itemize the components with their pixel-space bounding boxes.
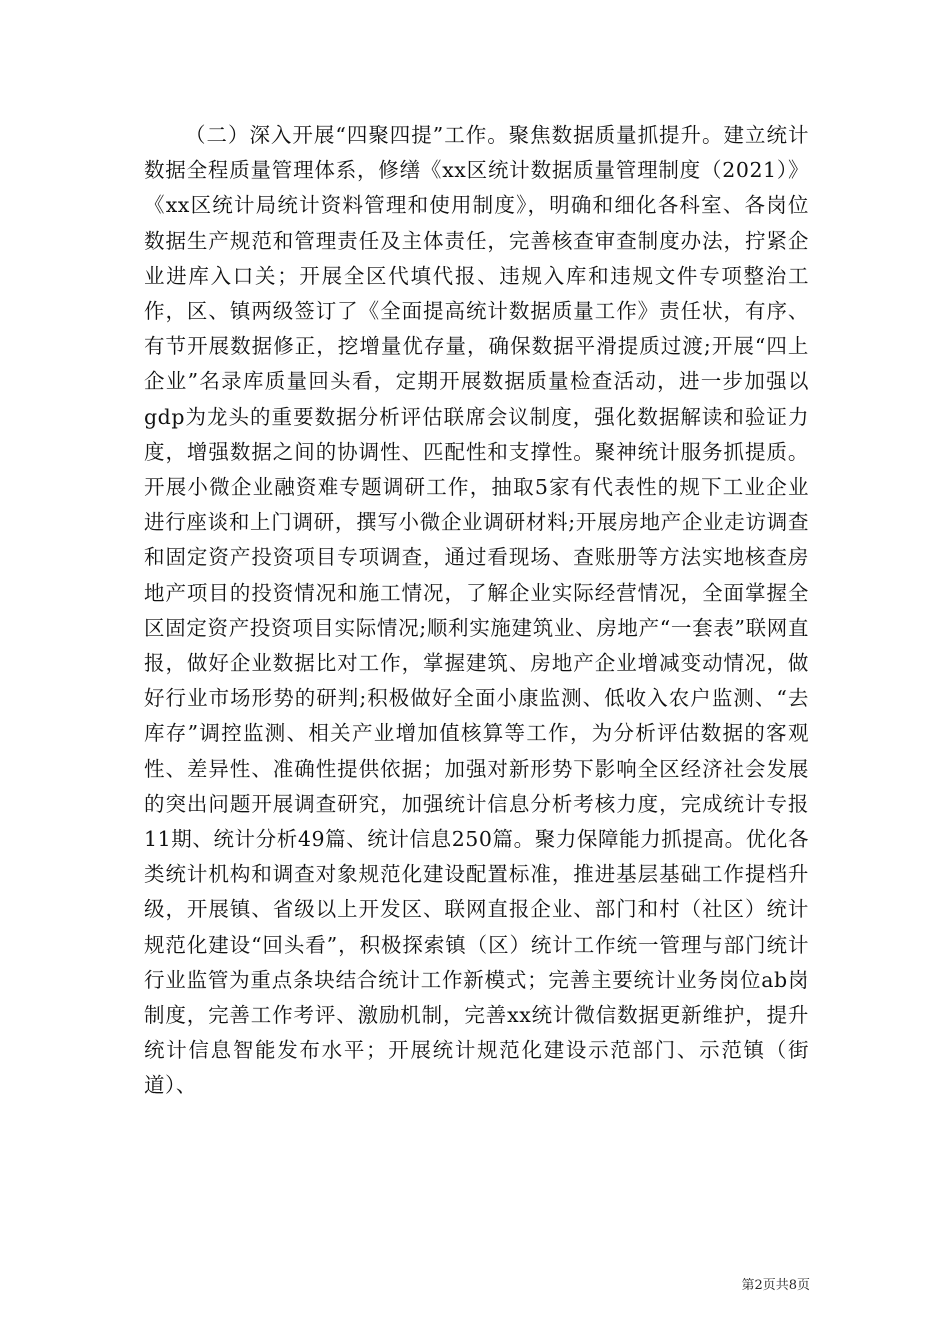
page-number: 第2页共8页 [741,1278,810,1293]
body-paragraph: （二）深入开展“四聚四提”工作。聚焦数据质量抓提升。建立统计数据全程质量管理体系，修缮《xx区统计数据质量管理制度（2021）》《xx区统计局统计资料管理和使用制度》，明确和细化各科室、各岗位数据生产规范和管理责任及主体责任，完善核查审查制度办法，拧紧企业进库入口关；开展全区代填代报、违规入库和违规文件专项整治工作，区、镇两级签订了《全面提高统计数据质量工作》责任状，有序、有节开展数据修正，挖增量优存量，确保数据平滑提质过渡;开展“四上企业”名录库质量回头看，定期开展数据质量检查活动，进一步加强以gdp为龙头的重要数据分析评估联席会议制度，强化数据解读和验证力度，增强数据之间的协调性、匹配性和支撑性。聚神统计服务抓提质。开展小微企业融资难专题调研工作，抽取5家有代表性的规下工业企业进行座谈和上门调研，撰写小微企业调研材料;开展房地产企业走访调查和固定资产投资项目专项调查，通过看现场、查账册等方法实地核查房地产项目的投资情况和施工情况，了解企业实际经营情况，全面掌握全区固定资产投资项目实际情况;顺利实施建筑业、房地产“一套表”联网直报，做好企业数据比对工作，掌握建筑、房地产企业增减变动情况，做好行业市场形势的研判;积极做好全面小康监测、低收入农户监测、“去库存”调控监测、相关产业增加值核算等工作，为分析评估数据的客观性、差异性、准确性提供依据；加强对新形势下影响全区经济社会发展的突出问题开展调查研究，加强统计信息分析考核力度，完成统计专报11期、统计分析49篇、统计信息250篇。聚力保障能力抓提高。优化各类统计机构和调查对象规范化建设配置标准，推进基层基础工作提档升级，开展镇、省级以上开发区、联网直报企业、部门和村（社区）统计规范化建设“回头看”，积极探索镇（区）统计工作统一管理与部门统计行业监管为重点条块结合统计工作新模式；完善主要统计业务岗位ab岗制度，完善工作考评、激励机制，完善xx统计微信数据更新维护，提升统计信息智能发布水平；开展统计规范化建设示范部门、示范镇（街道）、 [144,123,809,1098]
